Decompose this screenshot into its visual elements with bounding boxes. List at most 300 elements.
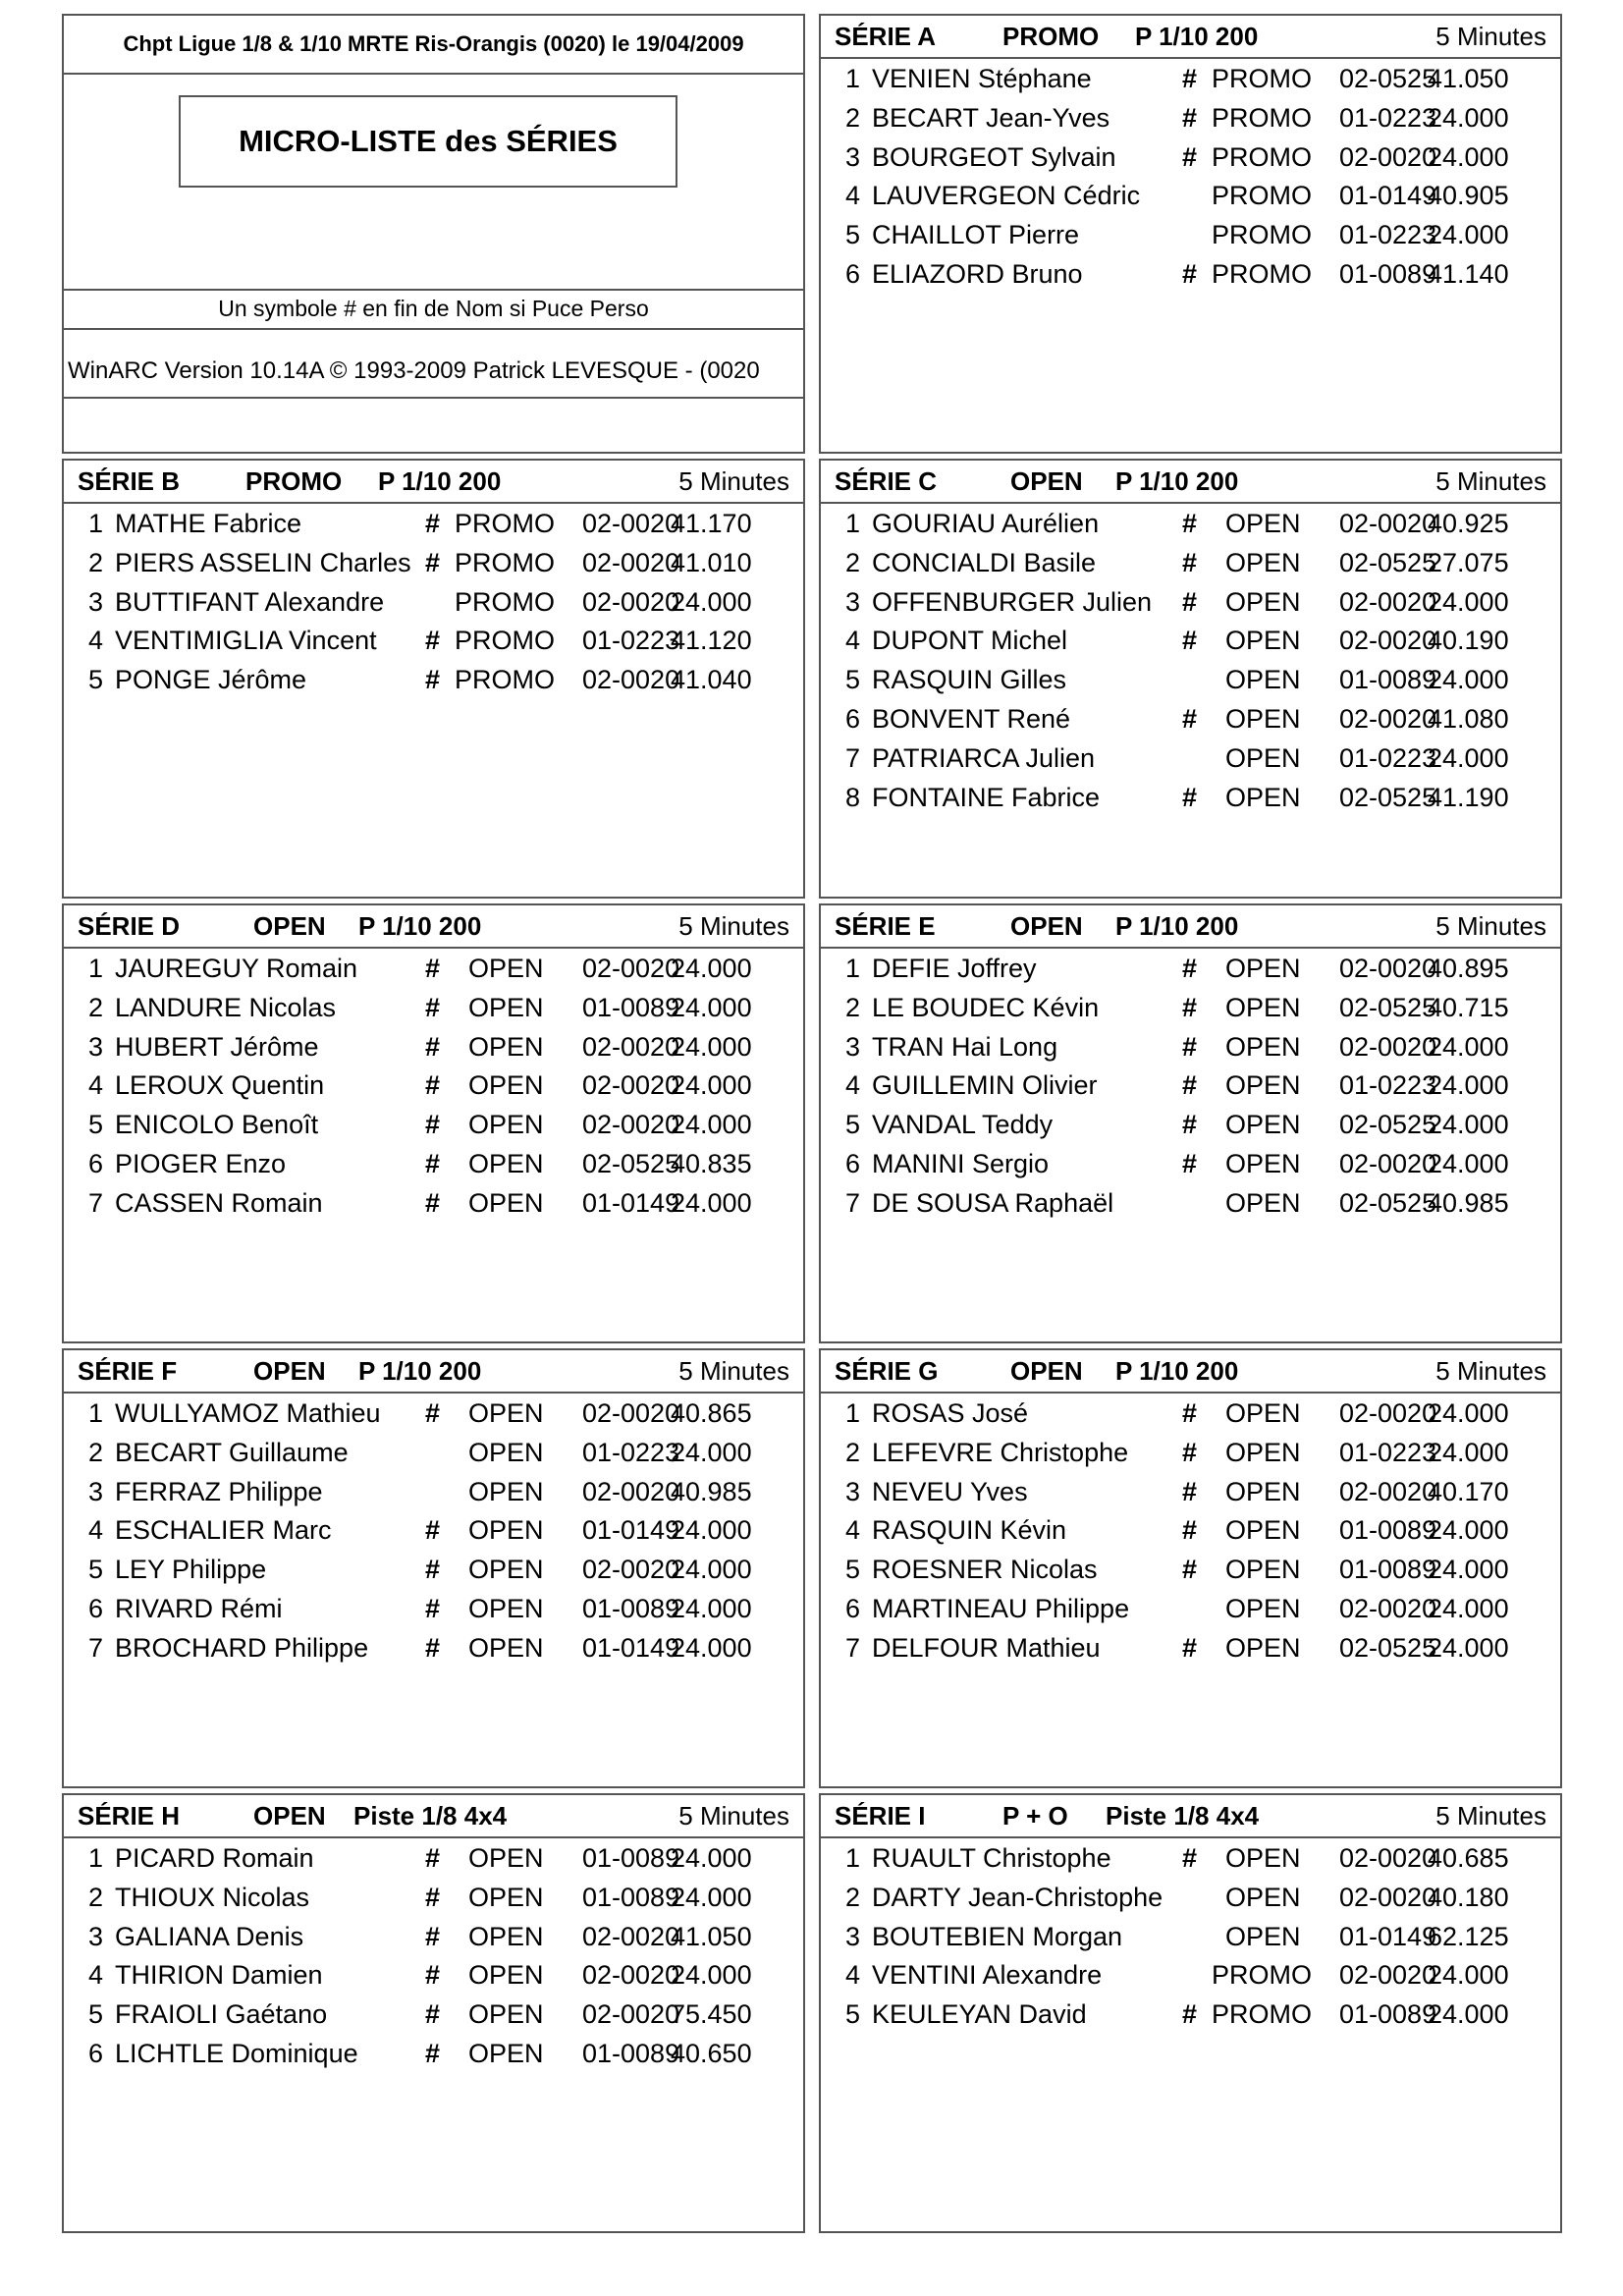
racer-row <box>64 1066 803 1105</box>
racer-club-id: 02-0020 <box>1339 954 1437 983</box>
racer-name: JAUREGUY Romain <box>115 954 358 983</box>
racer-list <box>64 1838 803 2073</box>
racer-category: OPEN <box>1225 1148 1301 1178</box>
racer-name: FERRAZ Philippe <box>115 1476 323 1506</box>
racer-club-id: 02-0020 <box>1339 1593 1437 1623</box>
series-name: SÉRIE G <box>835 1356 939 1386</box>
puce-symbol: # <box>1182 102 1198 133</box>
racer-name: OFFENBURGER Julien <box>872 586 1153 617</box>
racer-time: 24.000 <box>671 992 752 1022</box>
racer-time: 40.180 <box>1428 1882 1509 1912</box>
series-box <box>62 903 805 1343</box>
racer-row <box>821 1995 1560 2034</box>
racer-category: OPEN <box>468 992 544 1022</box>
series-tour: P 1/10 200 <box>378 466 502 496</box>
series-category: OPEN <box>253 911 326 941</box>
racer-category: PROMO <box>1212 102 1313 133</box>
series-box <box>62 459 805 899</box>
racer-name: RIVARD Rémi <box>115 1593 283 1623</box>
racer-club-id: 02-0020 <box>1339 1882 1437 1912</box>
racer-row <box>64 1105 803 1144</box>
racer-name: DARTY Jean-Christophe <box>872 1882 1163 1912</box>
racer-time: 75.450 <box>671 1999 752 2030</box>
racer-club-id: 01-0223 <box>1339 1070 1437 1101</box>
racer-club-id: 02-0020 <box>582 1999 680 2030</box>
racer-row <box>821 137 1560 177</box>
racer-number: 4 <box>87 1070 103 1101</box>
racer-row <box>821 543 1560 582</box>
racer-category: OPEN <box>468 1882 544 1912</box>
racer-time: 40.715 <box>1428 992 1509 1022</box>
racer-club-id: 01-0223 <box>1339 102 1437 133</box>
puce-symbol: # <box>1182 1437 1198 1467</box>
racer-row <box>64 1955 803 1995</box>
racer-club-id: 02-0020 <box>582 954 680 983</box>
racer-row <box>64 1394 803 1433</box>
racer-club-id: 01-0089 <box>1339 665 1437 695</box>
puce-symbol: # <box>425 1843 441 1873</box>
racer-time: 24.000 <box>671 1437 752 1467</box>
puce-symbol: # <box>425 626 441 656</box>
racer-club-id: 01-0089 <box>582 1843 680 1873</box>
racer-number: 1 <box>844 1398 860 1428</box>
racer-category: OPEN <box>1225 742 1301 773</box>
racer-time: 24.000 <box>671 1555 752 1585</box>
racer-row <box>821 1144 1560 1183</box>
racer-number: 2 <box>844 547 860 577</box>
racer-category: OPEN <box>468 1921 544 1951</box>
racer-name: BECART Guillaume <box>115 1437 349 1467</box>
racer-row <box>821 621 1560 660</box>
puce-symbol: # <box>425 954 441 983</box>
racer-number: 3 <box>844 1031 860 1062</box>
racer-number: 1 <box>844 954 860 983</box>
racer-number: 7 <box>844 742 860 773</box>
racer-number: 3 <box>87 1921 103 1951</box>
racer-number: 3 <box>844 1921 860 1951</box>
racer-category: PROMO <box>1212 141 1313 172</box>
racer-club-id: 02-0020 <box>582 1070 680 1101</box>
racer-category: OPEN <box>1225 1555 1301 1585</box>
racer-name: CASSEN Romain <box>115 1187 323 1218</box>
racer-club-id: 02-0020 <box>582 1960 680 1991</box>
racer-club-id: 01-0089 <box>1339 1999 1437 2030</box>
series-category: PROMO <box>1002 22 1100 51</box>
racer-time: 24.000 <box>671 1187 752 1218</box>
racer-number: 1 <box>844 64 860 93</box>
racer-row <box>64 1589 803 1628</box>
racer-time: 24.000 <box>1428 1555 1509 1585</box>
racer-row <box>821 254 1560 294</box>
racer-name: LANDURE Nicolas <box>115 992 337 1022</box>
racer-category: OPEN <box>1225 703 1301 734</box>
racer-name: ELIAZORD Bruno <box>872 258 1083 289</box>
series-duration: 5 Minutes <box>678 911 789 941</box>
racer-club-id: 02-0020 <box>582 1921 680 1951</box>
racer-name: RASQUIN Gilles <box>872 665 1067 695</box>
racer-number: 2 <box>87 547 103 577</box>
racer-club-id: 01-0089 <box>582 1593 680 1623</box>
puce-symbol: # <box>1182 992 1198 1022</box>
racer-time: 40.905 <box>1428 181 1509 211</box>
racer-number: 2 <box>844 1437 860 1467</box>
racer-number: 2 <box>87 992 103 1022</box>
racer-name: KEULEYAN David <box>872 1999 1087 2030</box>
racer-number: 8 <box>844 782 860 812</box>
racer-name: LEY Philippe <box>115 1555 267 1585</box>
racer-row <box>64 1433 803 1472</box>
puce-symbol: # <box>425 1187 441 1218</box>
racer-number: 1 <box>844 509 860 538</box>
racer-time: 24.000 <box>1428 1515 1509 1546</box>
racer-time: 24.000 <box>1428 220 1509 250</box>
puce-symbol: # <box>1182 258 1198 289</box>
racer-time: 40.835 <box>671 1148 752 1178</box>
racer-name: BOURGEOT Sylvain <box>872 141 1116 172</box>
racer-name: FRAIOLI Gaétano <box>115 1999 328 2030</box>
racer-name: BECART Jean-Yves <box>872 102 1110 133</box>
racer-club-id: 02-0020 <box>1339 1843 1437 1873</box>
racer-number: 6 <box>87 1593 103 1623</box>
info-box <box>62 14 805 454</box>
racer-category: OPEN <box>1225 626 1301 656</box>
racer-number: 6 <box>87 2038 103 2068</box>
racer-club-id: 01-0223 <box>582 626 680 656</box>
puce-symbol: # <box>425 509 441 538</box>
racer-time: 41.040 <box>671 665 752 695</box>
racer-number: 4 <box>844 1515 860 1546</box>
racer-name: RUAULT Christophe <box>872 1843 1111 1873</box>
series-tour: P 1/10 200 <box>1135 22 1259 51</box>
puce-symbol: # <box>425 1110 441 1140</box>
racer-time: 40.170 <box>1428 1476 1509 1506</box>
racer-club-id: 01-0089 <box>582 1882 680 1912</box>
divider <box>64 397 803 399</box>
racer-name: PATRIARCA Julien <box>872 742 1096 773</box>
racer-category: OPEN <box>468 954 544 983</box>
racer-club-id: 02-0525 <box>1339 992 1437 1022</box>
racer-row <box>64 1183 803 1223</box>
puce-symbol: # <box>1182 703 1198 734</box>
racer-number: 4 <box>87 626 103 656</box>
series-name: SÉRIE I <box>835 1801 926 1831</box>
racer-number: 4 <box>844 181 860 211</box>
racer-category: OPEN <box>1225 509 1301 538</box>
racer-time: 24.000 <box>671 1515 752 1546</box>
racer-time: 24.000 <box>1428 1398 1509 1428</box>
racer-club-id: 02-0525 <box>1339 1187 1437 1218</box>
puce-symbol: # <box>425 1398 441 1428</box>
racer-number: 4 <box>87 1515 103 1546</box>
puce-symbol: # <box>425 547 441 577</box>
racer-club-id: 02-0525 <box>1339 1110 1437 1140</box>
puce-symbol: # <box>425 665 441 695</box>
racer-time: 24.000 <box>1428 1632 1509 1663</box>
racer-row <box>64 988 803 1027</box>
puce-symbol: # <box>425 1515 441 1546</box>
racer-time: 41.080 <box>1428 703 1509 734</box>
series-name: SÉRIE C <box>835 466 938 496</box>
series-name: SÉRIE A <box>835 22 937 51</box>
racer-name: VENIEN Stéphane <box>872 64 1092 93</box>
puce-symbol: # <box>425 1882 441 1912</box>
racer-category: OPEN <box>1225 992 1301 1022</box>
racer-time: 24.000 <box>1428 1999 1509 2030</box>
racer-time: 24.000 <box>1428 102 1509 133</box>
racer-category: PROMO <box>455 509 556 538</box>
racer-club-id: 01-0149 <box>582 1187 680 1218</box>
racer-number: 5 <box>844 665 860 695</box>
racer-name: PIOGER Enzo <box>115 1148 287 1178</box>
racer-row <box>64 543 803 582</box>
racer-number: 4 <box>844 1960 860 1991</box>
racer-number: 7 <box>87 1187 103 1218</box>
racer-row <box>821 949 1560 988</box>
series-duration: 5 Minutes <box>1435 911 1546 941</box>
racer-number: 1 <box>87 1398 103 1428</box>
racer-name: BROCHARD Philippe <box>115 1632 369 1663</box>
racer-time: 24.000 <box>671 1031 752 1062</box>
racer-time: 41.120 <box>671 626 752 656</box>
racer-time: 24.000 <box>671 1632 752 1663</box>
puce-symbol: # <box>425 1999 441 2030</box>
racer-category: OPEN <box>468 1476 544 1506</box>
racer-time: 40.190 <box>1428 626 1509 656</box>
racer-row <box>64 1995 803 2034</box>
series-category: OPEN <box>1010 911 1083 941</box>
racer-time: 41.050 <box>671 1921 752 1951</box>
racer-row <box>821 1550 1560 1589</box>
racer-number: 2 <box>87 1882 103 1912</box>
racer-name: DEFIE Joffrey <box>872 954 1037 983</box>
racer-club-id: 01-0223 <box>1339 742 1437 773</box>
racer-number: 7 <box>87 1632 103 1663</box>
racer-row <box>64 1144 803 1183</box>
racer-time: 40.985 <box>671 1476 752 1506</box>
racer-time: 24.000 <box>1428 1437 1509 1467</box>
racer-name: VANDAL Teddy <box>872 1110 1054 1140</box>
racer-time: 24.000 <box>1428 1031 1509 1062</box>
racer-number: 7 <box>844 1632 860 1663</box>
series-tour: Piste 1/8 4x4 <box>353 1801 508 1831</box>
racer-number: 3 <box>844 1476 860 1506</box>
racer-row <box>821 988 1560 1027</box>
racer-club-id: 02-0020 <box>1339 626 1437 656</box>
racer-row <box>821 699 1560 738</box>
puce-symbol: # <box>1182 1632 1198 1663</box>
racer-time: 24.000 <box>1428 1110 1509 1140</box>
racer-number: 5 <box>844 1999 860 2030</box>
racer-name: BOUTEBIEN Morgan <box>872 1921 1123 1951</box>
racer-number: 1 <box>844 1843 860 1873</box>
racer-row <box>821 738 1560 778</box>
racer-category: PROMO <box>1212 1999 1313 2030</box>
racer-time: 24.000 <box>671 1593 752 1623</box>
racer-time: 24.000 <box>1428 1960 1509 1991</box>
racer-row <box>64 1472 803 1511</box>
racer-club-id: 02-0020 <box>1339 1960 1437 1991</box>
racer-club-id: 01-0089 <box>1339 1555 1437 1585</box>
racer-category: OPEN <box>1225 1031 1301 1062</box>
racer-category: PROMO <box>455 586 556 617</box>
puce-symbol: # <box>1182 64 1198 93</box>
racer-club-id: 01-0223 <box>1339 1437 1437 1467</box>
series-box <box>819 459 1562 899</box>
racer-row <box>64 1628 803 1667</box>
series-name: SÉRIE H <box>78 1801 181 1831</box>
racer-club-id: 02-0020 <box>1339 141 1437 172</box>
racer-number: 5 <box>87 665 103 695</box>
racer-club-id: 01-0149 <box>582 1632 680 1663</box>
racer-category: OPEN <box>468 1398 544 1428</box>
racer-number: 3 <box>844 141 860 172</box>
page-heading: MICRO-LISTE des SÉRIES <box>179 95 677 188</box>
racer-time: 24.000 <box>1428 1070 1509 1101</box>
racer-name: FONTAINE Fabrice <box>872 782 1101 812</box>
racer-time: 41.190 <box>1428 782 1509 812</box>
puce-symbol: # <box>425 1593 441 1623</box>
series-header <box>821 1350 1560 1394</box>
racer-row <box>821 1066 1560 1105</box>
racer-row <box>821 1394 1560 1433</box>
racer-category: OPEN <box>468 1187 544 1218</box>
series-duration: 5 Minutes <box>678 466 789 496</box>
racer-category: OPEN <box>1225 1921 1301 1951</box>
racer-name: LEROUX Quentin <box>115 1070 325 1101</box>
racer-time: 40.650 <box>671 2038 752 2068</box>
racer-category: OPEN <box>1225 954 1301 983</box>
racer-number: 5 <box>87 1555 103 1585</box>
racer-category: OPEN <box>1225 1515 1301 1546</box>
racer-time: 62.125 <box>1428 1921 1509 1951</box>
puce-note: Un symbole # en fin de Nom si Puce Perso <box>218 296 649 321</box>
racer-row <box>821 98 1560 137</box>
racer-row <box>64 1550 803 1589</box>
racer-name: ROSAS José <box>872 1398 1029 1428</box>
racer-category: OPEN <box>468 1110 544 1140</box>
puce-symbol: # <box>1182 1999 1198 2030</box>
racer-name: DE SOUSA Raphaël <box>872 1187 1114 1218</box>
series-header <box>821 461 1560 504</box>
racer-number: 5 <box>844 1555 860 1585</box>
racer-club-id: 02-0525 <box>1339 1632 1437 1663</box>
racer-category: PROMO <box>455 665 556 695</box>
version-text: WinARC Version 10.14A © 1993-2009 Patrick LEVESQUE - (0020 <box>68 357 760 384</box>
puce-symbol: # <box>1182 1148 1198 1178</box>
series-tour: P 1/10 200 <box>358 911 482 941</box>
racer-club-id: 02-0525 <box>1339 782 1437 812</box>
racer-category: OPEN <box>1225 1593 1301 1623</box>
racer-row <box>821 1838 1560 1878</box>
racer-number: 5 <box>87 1999 103 2030</box>
series-header <box>821 905 1560 949</box>
racer-list <box>821 504 1560 816</box>
racer-club-id: 02-0525 <box>1339 547 1437 577</box>
racer-name: DUPONT Michel <box>872 626 1068 656</box>
series-name: SÉRIE F <box>78 1356 178 1386</box>
racer-row <box>64 1510 803 1550</box>
puce-symbol: # <box>1182 141 1198 172</box>
racer-number: 6 <box>844 703 860 734</box>
racer-name: WULLYAMOZ Mathieu <box>115 1398 381 1428</box>
racer-row <box>821 1472 1560 1511</box>
puce-symbol: # <box>1182 586 1198 617</box>
series-duration: 5 Minutes <box>1435 1356 1546 1386</box>
series-duration: 5 Minutes <box>1435 466 1546 496</box>
racer-row <box>821 1183 1560 1223</box>
racer-category: OPEN <box>1225 1398 1301 1428</box>
puce-symbol: # <box>1182 1843 1198 1873</box>
series-name: SÉRIE E <box>835 911 936 941</box>
racer-time: 40.865 <box>671 1398 752 1428</box>
racer-time: 24.000 <box>1428 1148 1509 1178</box>
racer-time: 41.140 <box>1428 258 1509 289</box>
racer-category: PROMO <box>1212 258 1313 289</box>
racer-row <box>821 504 1560 543</box>
puce-symbol: # <box>425 2038 441 2068</box>
puce-symbol: # <box>1182 1476 1198 1506</box>
racer-row <box>64 2034 803 2073</box>
racer-club-id: 02-0020 <box>582 586 680 617</box>
racer-number: 4 <box>87 1960 103 1991</box>
racer-category: OPEN <box>1225 1070 1301 1101</box>
racer-name: GALIANA Denis <box>115 1921 304 1951</box>
racer-time: 41.050 <box>1428 64 1509 93</box>
racer-time: 24.000 <box>671 1960 752 1991</box>
series-name: SÉRIE B <box>78 466 181 496</box>
series-box <box>819 1793 1562 2233</box>
racer-time: 24.000 <box>1428 742 1509 773</box>
racer-number: 3 <box>87 586 103 617</box>
puce-symbol: # <box>425 1031 441 1062</box>
racer-name: PICARD Romain <box>115 1843 314 1873</box>
series-tour: P 1/10 200 <box>358 1356 482 1386</box>
racer-row <box>821 660 1560 699</box>
racer-name: THIOUX Nicolas <box>115 1882 310 1912</box>
racer-category: OPEN <box>1225 586 1301 617</box>
racer-club-id: 02-0020 <box>582 1110 680 1140</box>
racer-row <box>821 582 1560 622</box>
racer-category: OPEN <box>468 1960 544 1991</box>
racer-name: VENTINI Alexandre <box>872 1960 1103 1991</box>
racer-number: 2 <box>844 992 860 1022</box>
racer-list <box>64 1394 803 1667</box>
racer-club-id: 02-0020 <box>1339 1031 1437 1062</box>
racer-name: NEVEU Yves <box>872 1476 1028 1506</box>
racer-category: OPEN <box>468 1632 544 1663</box>
racer-name: ROESNER Nicolas <box>872 1555 1098 1585</box>
racer-category: OPEN <box>468 2038 544 2068</box>
racer-list <box>821 1838 1560 2034</box>
series-category: PROMO <box>245 466 343 496</box>
racer-category: OPEN <box>468 1148 544 1178</box>
racer-row <box>64 1917 803 1956</box>
puce-symbol: # <box>425 1960 441 1991</box>
racer-club-id: 02-0020 <box>582 1398 680 1428</box>
series-duration: 5 Minutes <box>678 1356 789 1386</box>
racer-row <box>64 949 803 988</box>
puce-symbol: # <box>1182 1070 1198 1101</box>
racer-name: PIERS ASSELIN Charles <box>115 547 411 577</box>
series-duration: 5 Minutes <box>678 1801 789 1831</box>
racer-name: ENICOLO Benoît <box>115 1110 319 1140</box>
racer-club-id: 02-0020 <box>1339 1398 1437 1428</box>
racer-name: MANINI Sergio <box>872 1148 1050 1178</box>
series-duration: 5 Minutes <box>1435 22 1546 51</box>
racer-row <box>821 59 1560 98</box>
racer-name: LAUVERGEON Cédric <box>872 181 1141 211</box>
racer-row <box>64 504 803 543</box>
